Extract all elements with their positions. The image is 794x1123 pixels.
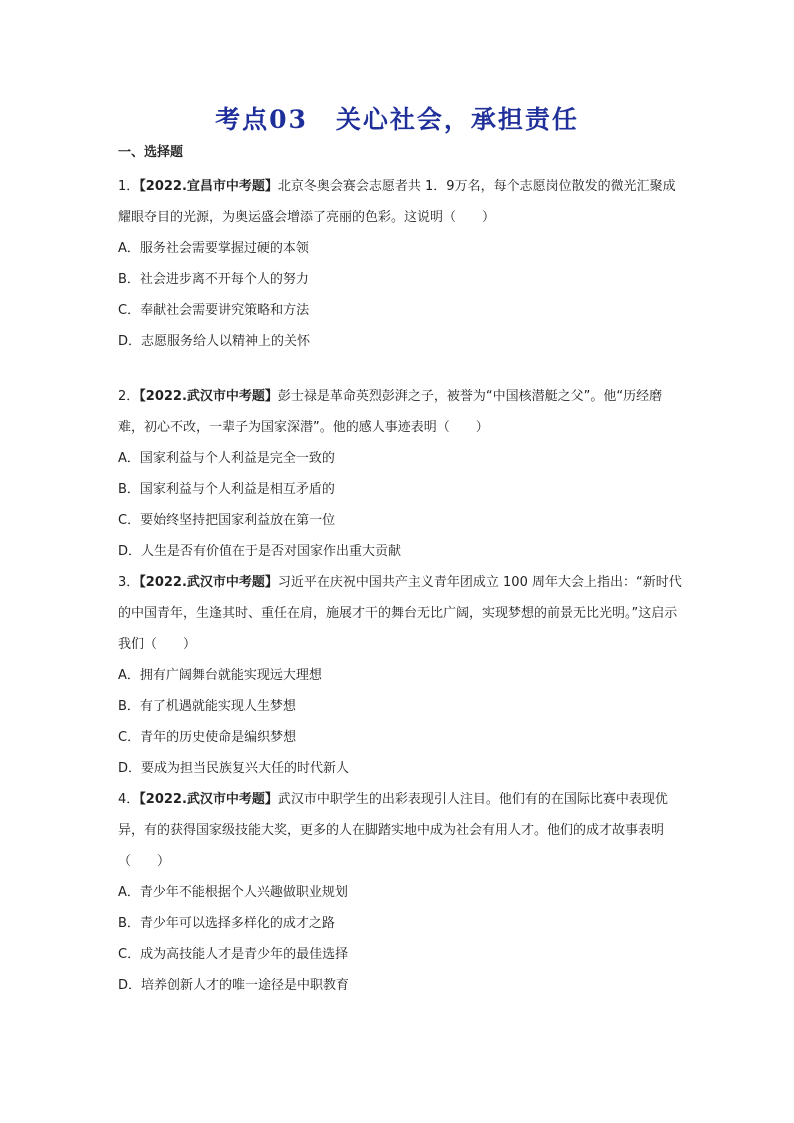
question-stem — [118, 784, 688, 877]
question-4 — [118, 784, 688, 1001]
document-body — [118, 143, 688, 1001]
page-title-part1: 考点03 — [215, 105, 308, 134]
question-number: 1． — [118, 179, 140, 194]
question-3 — [118, 567, 688, 784]
option-c: C．成为高技能人才是青少年的最佳选择 — [118, 947, 349, 962]
option-d: D．培养创新人才的唯一途径是中职教育 — [118, 978, 350, 993]
question-1 — [118, 171, 688, 357]
question-stem — [118, 567, 688, 660]
page-title-part2: 关心社会，承担责任 — [335, 105, 579, 134]
option-a: A．国家利益与个人利益是完全一致的 — [118, 451, 335, 466]
section-heading: 一、选择题 — [118, 145, 184, 160]
option-d: D．志愿服务给人以精神上的关怀 — [118, 334, 311, 349]
question-number: 3． — [118, 575, 140, 590]
question-number: 2． — [118, 389, 140, 404]
option-b: B．青少年可以选择多样化的成才之路 — [118, 916, 335, 931]
option-a: A．青少年不能根据个人兴趣做职业规划 — [118, 885, 348, 900]
option-d: D．人生是否有价值在于是否对国家作出重大贡献 — [118, 544, 402, 559]
page-title — [0, 100, 794, 136]
option-c: C．青年的历史使命是编织梦想 — [118, 730, 297, 745]
option-a: A．拥有广阔舞台就能实现远大理想 — [118, 668, 322, 683]
question-text: 习近平在庆祝中国共产主义青年团成立 100 周年大会上指出：“新时代的中国青年，生逢其时、重任在肩，施展才干的舞台无比广阔，实现梦想的前景无比光明。”这启示我们（ ） — [118, 575, 682, 652]
option-b: B．有了机遇就能实现人生梦想 — [118, 699, 296, 714]
question-source: 【2022.武汉市中考题】 — [139, 792, 278, 807]
question-stem — [118, 381, 688, 443]
question-text: 北京冬奥会赛会志愿者共 1．9万名，每个志愿岗位散发的微光汇聚成耀眼夺目的光源，为奥运盛会增添了亮丽的色彩。这说明（ ） — [118, 179, 676, 225]
question-source: 【2022.宜昌市中考题】 — [139, 179, 278, 194]
option-c: C．要始终坚持把国家利益放在第一位 — [118, 513, 336, 528]
option-d: D．要成为担当民族复兴大任的时代新人 — [118, 761, 350, 776]
question-source: 【2022.武汉市中考题】 — [139, 575, 278, 590]
option-c: C．奉献社会需要讲究策略和方法 — [118, 303, 310, 318]
question-2 — [118, 381, 688, 567]
question-number: 4． — [118, 792, 140, 807]
option-a: A．服务社会需要掌握过硬的本领 — [118, 241, 309, 256]
question-text: 彭士禄是革命英烈彭湃之子，被誉为“中国核潜艇之父”。他“历经磨难，初心不改，一辈子为国家深潜”。他的感人事迹表明（ ） — [118, 389, 663, 435]
question-stem — [118, 171, 688, 233]
option-b: B．社会进步离不开每个人的努力 — [118, 272, 309, 287]
question-source: 【2022.武汉市中考题】 — [139, 389, 278, 404]
option-b: B．国家利益与个人利益是相互矛盾的 — [118, 482, 335, 497]
question-text: 武汉市中职学生的出彩表现引人注目。他们有的在国际比赛中表现优异，有的获得国家级技能大奖，更多的人在脚踏实地中成为社会有用人才。他们的成才故事表明（ ） — [118, 792, 668, 869]
question-spacer — [118, 357, 688, 381]
